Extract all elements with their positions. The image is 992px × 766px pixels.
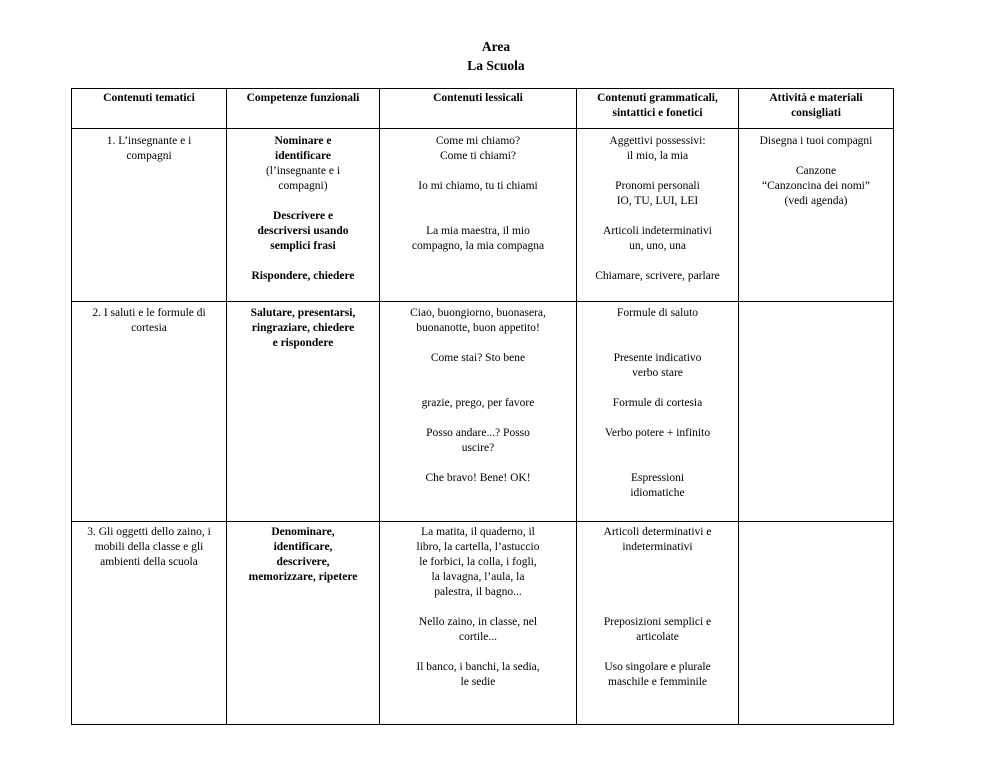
cell-lessicali: La matita, il quaderno, il libro, la cartella, l’astuccio le forbici, la colla, i fogli, la lavagna, l’aula, la palestra, il bagno... Nello zaino, in classe, nel cortile... Il banco, i banchi, la sedia, le sedie <box>380 522 577 725</box>
cell-grammaticali: Formule di saluto Presente indicativo verbo stare Formule di cortesia Verbo potere + infinito Espressioni idiomatiche <box>577 302 739 522</box>
header-attivita-materiali: Attività e materiali consigliati <box>739 89 894 129</box>
curriculum-table <box>71 88 894 725</box>
title-line-area: Area <box>481 39 511 54</box>
cell-funzionali: Denominare, identificare, descrivere, memorizzare, ripetere <box>227 522 380 725</box>
cell-attivita <box>739 302 894 522</box>
document-title <box>0 37 992 75</box>
cell-grammaticali: Articoli determinativi e indeterminativi Preposizioni semplici e articolate Uso singolare e plurale maschile e femminile <box>577 522 739 725</box>
cell-attivita: Disegna i tuoi compagni Canzone “Canzoncina dei nomi” (vedi agenda) <box>739 129 894 302</box>
cell-tematici: 3. Gli oggetti dello zaino, i mobili della classe e gli ambienti della scuola <box>72 522 227 725</box>
header-competenze-funzionali: Competenze funzionali <box>227 89 380 129</box>
cell-lessicali: Come mi chiamo? Come ti chiami? Io mi chiamo, tu ti chiami La mia maestra, il mio compagno, la mia compagna <box>380 129 577 302</box>
cell-tematici: 2. I saluti e le formule di cortesia <box>72 302 227 522</box>
cell-funzionali: Nominare e identificare (l’insegnante e i compagni) Descrivere e descriversi usando semplici frasi Rispondere, chiedere <box>227 129 380 302</box>
header-contenuti-tematici: Contenuti tematici <box>72 89 227 129</box>
table-row <box>72 129 894 302</box>
table-header-row <box>72 89 894 129</box>
header-contenuti-lessicali: Contenuti lessicali <box>380 89 577 129</box>
cell-lessicali: Ciao, buongiorno, buonasera, buonanotte, buon appetito! Come stai? Sto bene grazie, prego, per favore Posso andare...? Posso uscire? Che bravo! Bene! OK! <box>380 302 577 522</box>
table-row <box>72 522 894 725</box>
cell-attivita <box>739 522 894 725</box>
header-contenuti-grammaticali: Contenuti grammaticali, sintattici e fonetici <box>577 89 739 129</box>
cell-grammaticali: Aggettivi possessivi: il mio, la mia Pronomi personali IO, TU, LUI, LEI Articoli indeterminativi un, uno, una Chiamare, scrivere, parlare <box>577 129 739 302</box>
title-line-la-scuola: La Scuola <box>467 58 525 73</box>
table-row <box>72 302 894 522</box>
cell-tematici: 1. L’insegnante e i compagni <box>72 129 227 302</box>
cell-funzionali: Salutare, presentarsi, ringraziare, chiedere e rispondere <box>227 302 380 522</box>
